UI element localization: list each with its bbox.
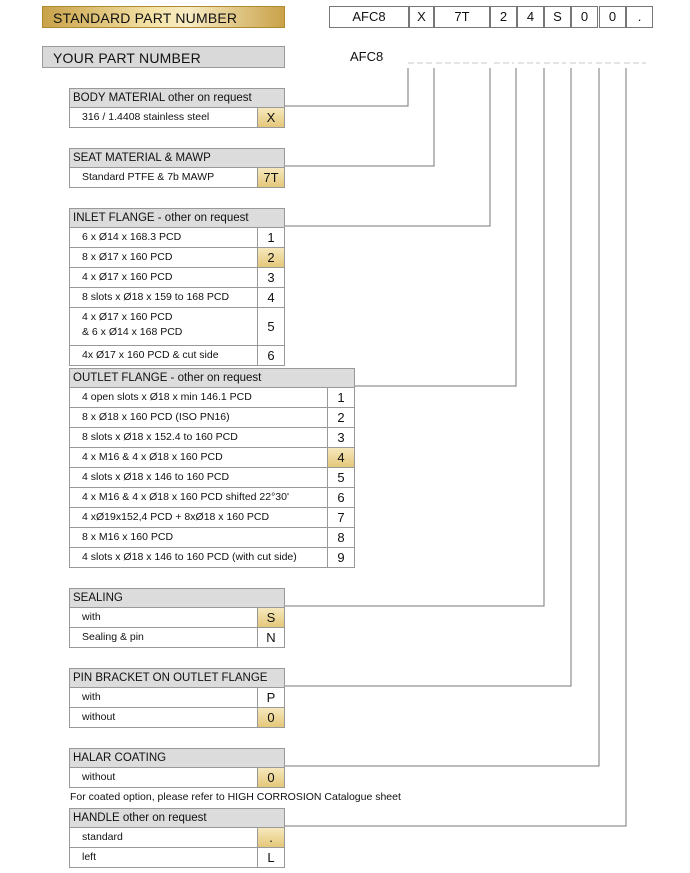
option-code: 4	[327, 448, 354, 467]
option-label: 4 slots x Ø18 x 146 to 160 PCD	[82, 471, 230, 483]
option-label: 8 x Ø18 x 160 PCD (ISO PN16)	[82, 411, 230, 423]
your-part-number-label: YOUR PART NUMBER	[53, 50, 201, 66]
option-code: P	[257, 688, 284, 707]
section	[69, 668, 285, 728]
section-title: INLET FLANGE - other on request	[69, 208, 285, 228]
option-code: 0	[257, 768, 284, 787]
option-row[interactable]	[69, 288, 285, 308]
option-code: 3	[327, 428, 354, 447]
section	[69, 148, 285, 188]
option-label: 4 x M16 & 4 x Ø18 x 160 PCD shifted 22°30'	[82, 491, 289, 503]
your-part-number-prefix: AFC8	[350, 49, 384, 64]
option-code: 5	[327, 468, 354, 487]
option-label: 8 slots x Ø18 x 152.4 to 160 PCD	[82, 431, 238, 443]
option-row[interactable]	[69, 848, 285, 868]
option-row[interactable]	[69, 548, 355, 568]
part-code-box: 0	[599, 6, 626, 28]
part-code-box: X	[409, 6, 434, 28]
section	[69, 208, 285, 366]
option-label: 4 x M16 & 4 x Ø18 x 160 PCD	[82, 451, 223, 463]
option-label: 4 open slots x Ø18 x min 146.1 PCD	[82, 391, 252, 403]
section-title: HANDLE other on request	[69, 808, 285, 828]
option-code: 6	[327, 488, 354, 507]
option-row[interactable]	[69, 408, 355, 428]
option-label: left	[82, 851, 97, 863]
option-row[interactable]	[69, 528, 355, 548]
option-label: 4 x Ø17 x 160 PCD	[82, 311, 173, 323]
part-code-box: .	[626, 6, 653, 28]
option-row[interactable]	[69, 428, 355, 448]
option-code: S	[257, 608, 284, 627]
option-row[interactable]	[69, 468, 355, 488]
section-title: SEAT MATERIAL & MAWP	[69, 148, 285, 168]
option-label: Standard PTFE & 7b MAWP	[82, 171, 215, 183]
section	[69, 748, 285, 788]
option-row[interactable]	[69, 346, 285, 366]
option-code: 6	[257, 346, 284, 365]
option-code: 9	[327, 548, 354, 567]
option-label: 8 slots x Ø18 x 159 to 168 PCD	[82, 291, 230, 303]
section-title: HALAR COATING	[69, 748, 285, 768]
option-row[interactable]	[69, 248, 285, 268]
option-label: 8 x Ø17 x 160 PCD	[82, 251, 173, 263]
option-row[interactable]	[69, 448, 355, 468]
option-row[interactable]	[69, 768, 285, 788]
option-code: 2	[327, 408, 354, 427]
section-title: BODY MATERIAL other on request	[69, 88, 285, 108]
option-row[interactable]	[69, 688, 285, 708]
part-code-box: S	[544, 6, 571, 28]
option-label: Sealing & pin	[82, 631, 144, 643]
part-code-box: AFC8	[329, 6, 409, 28]
section	[69, 808, 285, 868]
option-label: 6 x Ø14 x 168.3 PCD	[82, 231, 182, 243]
standard-part-number-label: STANDARD PART NUMBER	[53, 10, 238, 26]
option-code: 7	[327, 508, 354, 527]
option-label: 316 / 1.4408 stainless steel	[82, 111, 210, 123]
option-label: 4 xØ19x152,4 PCD + 8xØ18 x 160 PCD	[82, 511, 270, 523]
option-row[interactable]	[69, 488, 355, 508]
section	[69, 588, 285, 648]
option-row[interactable]	[69, 628, 285, 648]
option-code: 7T	[257, 168, 284, 187]
option-label: 4 slots x Ø18 x 146 to 160 PCD (with cut side)	[82, 551, 297, 563]
option-code: N	[257, 628, 284, 647]
part-code-box: 7T	[434, 6, 490, 28]
section	[69, 88, 285, 128]
section	[69, 368, 355, 568]
option-row[interactable]	[69, 508, 355, 528]
option-label: without	[82, 771, 116, 783]
option-label: standard	[82, 831, 123, 843]
option-row[interactable]	[69, 308, 285, 346]
option-row[interactable]	[69, 708, 285, 728]
option-row[interactable]	[69, 268, 285, 288]
part-code-box: 0	[571, 6, 598, 28]
part-code-box: 2	[490, 6, 517, 28]
option-label: 4 x Ø17 x 160 PCD	[82, 271, 173, 283]
part-code-box: 4	[517, 6, 544, 28]
option-code: 4	[257, 288, 284, 307]
option-row[interactable]	[69, 388, 355, 408]
option-row[interactable]	[69, 108, 285, 128]
section-title: OUTLET FLANGE - other on request	[69, 368, 355, 388]
option-row[interactable]	[69, 168, 285, 188]
option-code: L	[257, 848, 284, 867]
option-code: 0	[257, 708, 284, 727]
option-label: with	[82, 611, 101, 623]
option-label: 4x Ø17 x 160 PCD & cut side	[82, 349, 219, 361]
section-title: SEALING	[69, 588, 285, 608]
section-title: PIN BRACKET ON OUTLET FLANGE	[69, 668, 285, 688]
option-label: with	[82, 691, 101, 703]
option-code: 5	[257, 308, 284, 345]
option-row[interactable]	[69, 828, 285, 848]
option-label-line2: & 6 x Ø14 x 168 PCD	[82, 326, 183, 338]
option-code: 1	[257, 228, 284, 247]
option-code: 2	[257, 248, 284, 267]
option-row[interactable]	[69, 228, 285, 248]
option-code: 1	[327, 388, 354, 407]
option-code: X	[257, 108, 284, 127]
coating-note: For coated option, please refer to HIGH CORROSION Catalogue sheet	[70, 791, 401, 803]
option-code: 3	[257, 268, 284, 287]
option-label: without	[82, 711, 116, 723]
option-code: .	[257, 828, 284, 847]
option-row[interactable]	[69, 608, 285, 628]
option-code: 8	[327, 528, 354, 547]
option-label: 8 x M16 x 160 PCD	[82, 531, 174, 543]
